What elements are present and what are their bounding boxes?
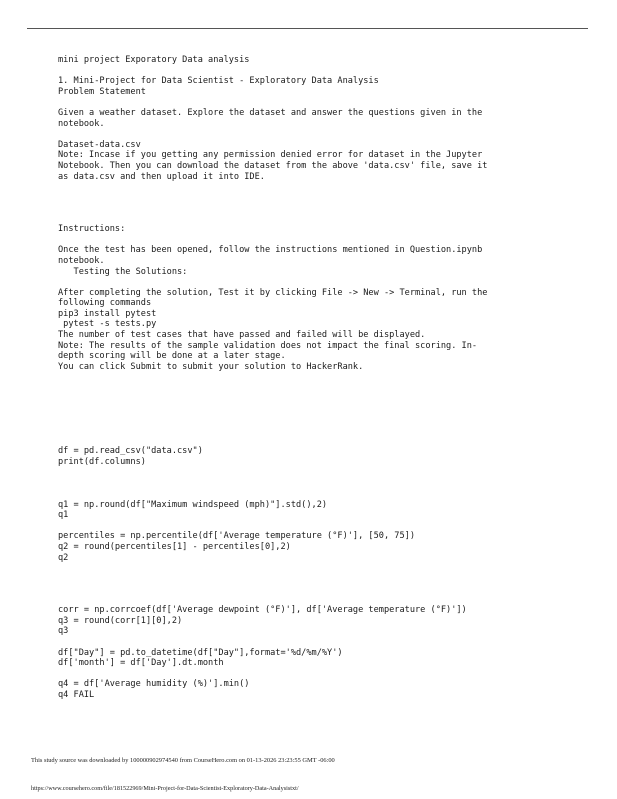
code-block-4	[58, 605, 573, 637]
testing-line: depth scoring will be done at a later stage.	[58, 351, 286, 362]
code-line: q2	[58, 552, 69, 563]
instructions-label: Instructions:	[58, 224, 126, 235]
code-line: q4 = df['Average humidity (%)'].min()	[58, 679, 250, 690]
code-block-3	[58, 531, 573, 563]
instruction-line: Once the test has been opened, follow the instructions mentioned in Question.ipynb	[58, 245, 483, 256]
testing-line: You can click Submit to submit your solution to HackerRank.	[58, 361, 364, 372]
command-line: pip3 install pytest	[58, 308, 157, 319]
testing-line: following commands	[58, 298, 152, 309]
document-title: mini project Exporatory Data analysis	[58, 55, 250, 65]
code-line: q3	[58, 626, 69, 637]
source-url-footer: https://www.coursehero.com/file/181522969/Mini-Project-for-Data-Scientist-Exploratory-Data-Analysistxt/	[31, 785, 299, 792]
code-line: q4 FAIL	[58, 689, 95, 700]
testing-line: The number of test cases that have passed and failed will be displayed.	[58, 330, 426, 341]
code-line: df['month'] = df['Day'].dt.month	[58, 658, 224, 669]
instructions-paragraph	[58, 245, 573, 277]
section-heading: 1. Mini-Project for Data Scientist - Exploratory Data Analysis	[58, 76, 379, 87]
testing-line: After completing the solution, Test it by clicking File -> New -> Terminal, run the	[58, 287, 488, 298]
instructions-label-block	[58, 224, 573, 235]
top-divider	[27, 28, 588, 29]
dataset-paragraph	[58, 140, 573, 182]
code-line: percentiles = np.percentile(df['Average temperature (°F)'], [50, 75])	[58, 531, 415, 542]
problem-statement-heading: Problem Statement	[58, 86, 146, 97]
code-block-1	[58, 446, 573, 467]
code-line: q2 = round(percentiles[1] - percentiles[0],2)	[58, 542, 291, 552]
code-line: corr = np.corrcoef(df['Average dewpoint (°F)'], df['Average temperature (°F)'])	[58, 605, 467, 616]
intro-paragraph	[58, 108, 573, 129]
code-line: q1 = np.round(df["Maximum windspeed (mph)"].std(),2)	[58, 499, 328, 510]
heading-block	[58, 76, 573, 97]
code-line: df = pd.read_csv("data.csv")	[58, 446, 203, 457]
testing-line: Note: The results of the sample validation does not impact the final scoring. In-	[58, 340, 478, 351]
code-line: q1	[58, 510, 69, 521]
code-block-2	[58, 500, 573, 521]
instruction-line: notebook.	[58, 255, 105, 266]
note-line: as data.csv and then upload it into IDE.	[58, 171, 265, 182]
code-block-5	[58, 648, 573, 669]
code-line: df["Day"] = pd.to_datetime(df["Day"],format='%d/%m/%Y')	[58, 647, 343, 658]
dataset-line: Dataset-data.csv	[58, 139, 141, 150]
document-body	[58, 55, 573, 701]
testing-heading: Testing the Solutions:	[58, 266, 188, 277]
code-line: q3 = round(corr[1][0],2)	[58, 615, 183, 626]
code-line: print(df.columns)	[58, 457, 146, 468]
testing-paragraph	[58, 288, 573, 373]
download-source-footer: This study source was downloaded by 100000902974540 from CourseHero.com on 01-13-2026 23:23:55 GMT -06:00	[31, 757, 335, 764]
intro-line: Given a weather dataset. Explore the dataset and answer the questions given in the	[58, 107, 483, 118]
code-block-6	[58, 679, 573, 700]
note-line: Note: Incase if you getting any permission denied error for dataset in the Jupyter	[58, 150, 483, 161]
title-block	[58, 55, 573, 66]
command-line: pytest -s tests.py	[58, 319, 157, 330]
note-line: Notebook. Then you can download the dataset from the above 'data.csv' file, save it	[58, 160, 488, 171]
intro-line: notebook.	[58, 118, 105, 129]
